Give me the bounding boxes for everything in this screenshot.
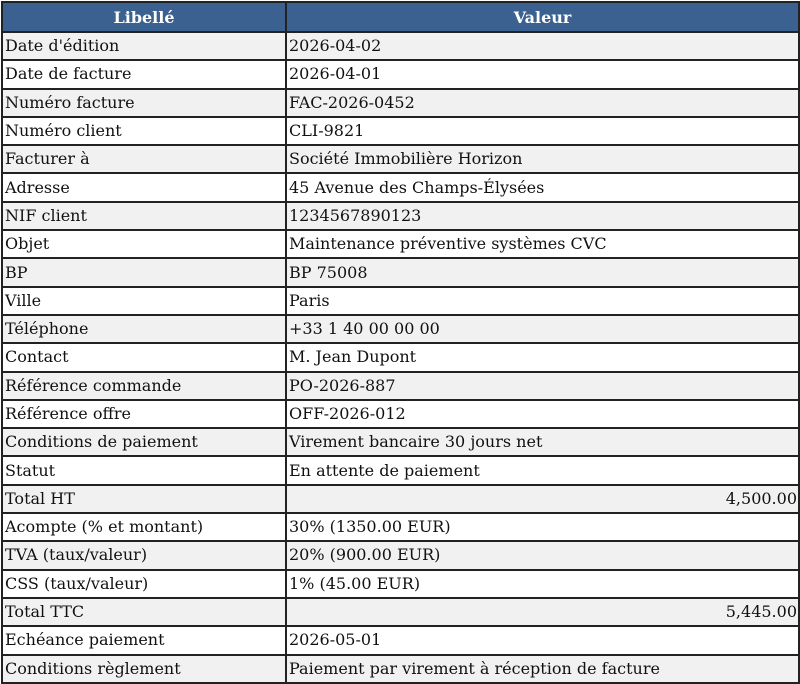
table-row [2,230,799,258]
table-row [2,60,799,88]
table-row [2,315,799,343]
row-value: CLI-9821 [286,117,799,145]
row-value: 4,500.00 [286,485,799,513]
table-row [2,343,799,371]
row-value: Paiement par virement à réception de facture [286,655,799,683]
row-value: Virement bancaire 30 jours net [286,428,799,456]
row-label: Référence offre [2,400,286,428]
row-value: PO-2026-887 [286,372,799,400]
row-label: NIF client [2,202,286,230]
row-label: Echéance paiement [2,626,286,654]
table-row [2,287,799,315]
row-label: Référence commande [2,372,286,400]
row-label: Conditions règlement [2,655,286,683]
table-header-row [2,2,799,32]
table-row [2,372,799,400]
row-value: En attente de paiement [286,456,799,484]
table-row [2,655,799,683]
row-label: Adresse [2,173,286,201]
table-row [2,400,799,428]
row-label: BP [2,258,286,286]
row-value: 45 Avenue des Champs-Élysées [286,173,799,201]
row-value: 2026-05-01 [286,626,799,654]
row-label: Facturer à [2,145,286,173]
table-row [2,258,799,286]
row-label: Ville [2,287,286,315]
row-value: 30% (1350.00 EUR) [286,513,799,541]
row-label: Total TTC [2,598,286,626]
row-value: 5,445.00 [286,598,799,626]
table-row [2,428,799,456]
row-value: Paris [286,287,799,315]
table-row [2,570,799,598]
row-value: 2026-04-02 [286,32,799,60]
row-value: 20% (900.00 EUR) [286,541,799,569]
row-label: Numéro client [2,117,286,145]
table-row [2,626,799,654]
row-value: 2026-04-01 [286,60,799,88]
row-label: CSS (taux/valeur) [2,570,286,598]
row-value: BP 75008 [286,258,799,286]
table-body [2,32,799,683]
row-label: Téléphone [2,315,286,343]
invoice-details-table [1,1,800,684]
row-label: Contact [2,343,286,371]
table-row [2,598,799,626]
table-row [2,145,799,173]
row-value: +33 1 40 00 00 00 [286,315,799,343]
row-label: Acompte (% et montant) [2,513,286,541]
row-label: Objet [2,230,286,258]
column-header-label: Libellé [2,2,286,32]
table-row [2,173,799,201]
row-label: Date d'édition [2,32,286,60]
row-value: Maintenance préventive systèmes CVC [286,230,799,258]
table-row [2,89,799,117]
row-label: TVA (taux/valeur) [2,541,286,569]
table-row [2,456,799,484]
table-row [2,32,799,60]
row-label: Conditions de paiement [2,428,286,456]
table-row [2,541,799,569]
row-label: Total HT [2,485,286,513]
row-value: M. Jean Dupont [286,343,799,371]
table-row [2,202,799,230]
column-header-value: Valeur [286,2,799,32]
row-value: 1234567890123 [286,202,799,230]
row-label: Date de facture [2,60,286,88]
row-value: 1% (45.00 EUR) [286,570,799,598]
row-label: Statut [2,456,286,484]
row-value: FAC-2026-0452 [286,89,799,117]
table-row [2,513,799,541]
row-label: Numéro facture [2,89,286,117]
row-value: OFF-2026-012 [286,400,799,428]
row-value: Société Immobilière Horizon [286,145,799,173]
table-row [2,117,799,145]
table-row [2,485,799,513]
